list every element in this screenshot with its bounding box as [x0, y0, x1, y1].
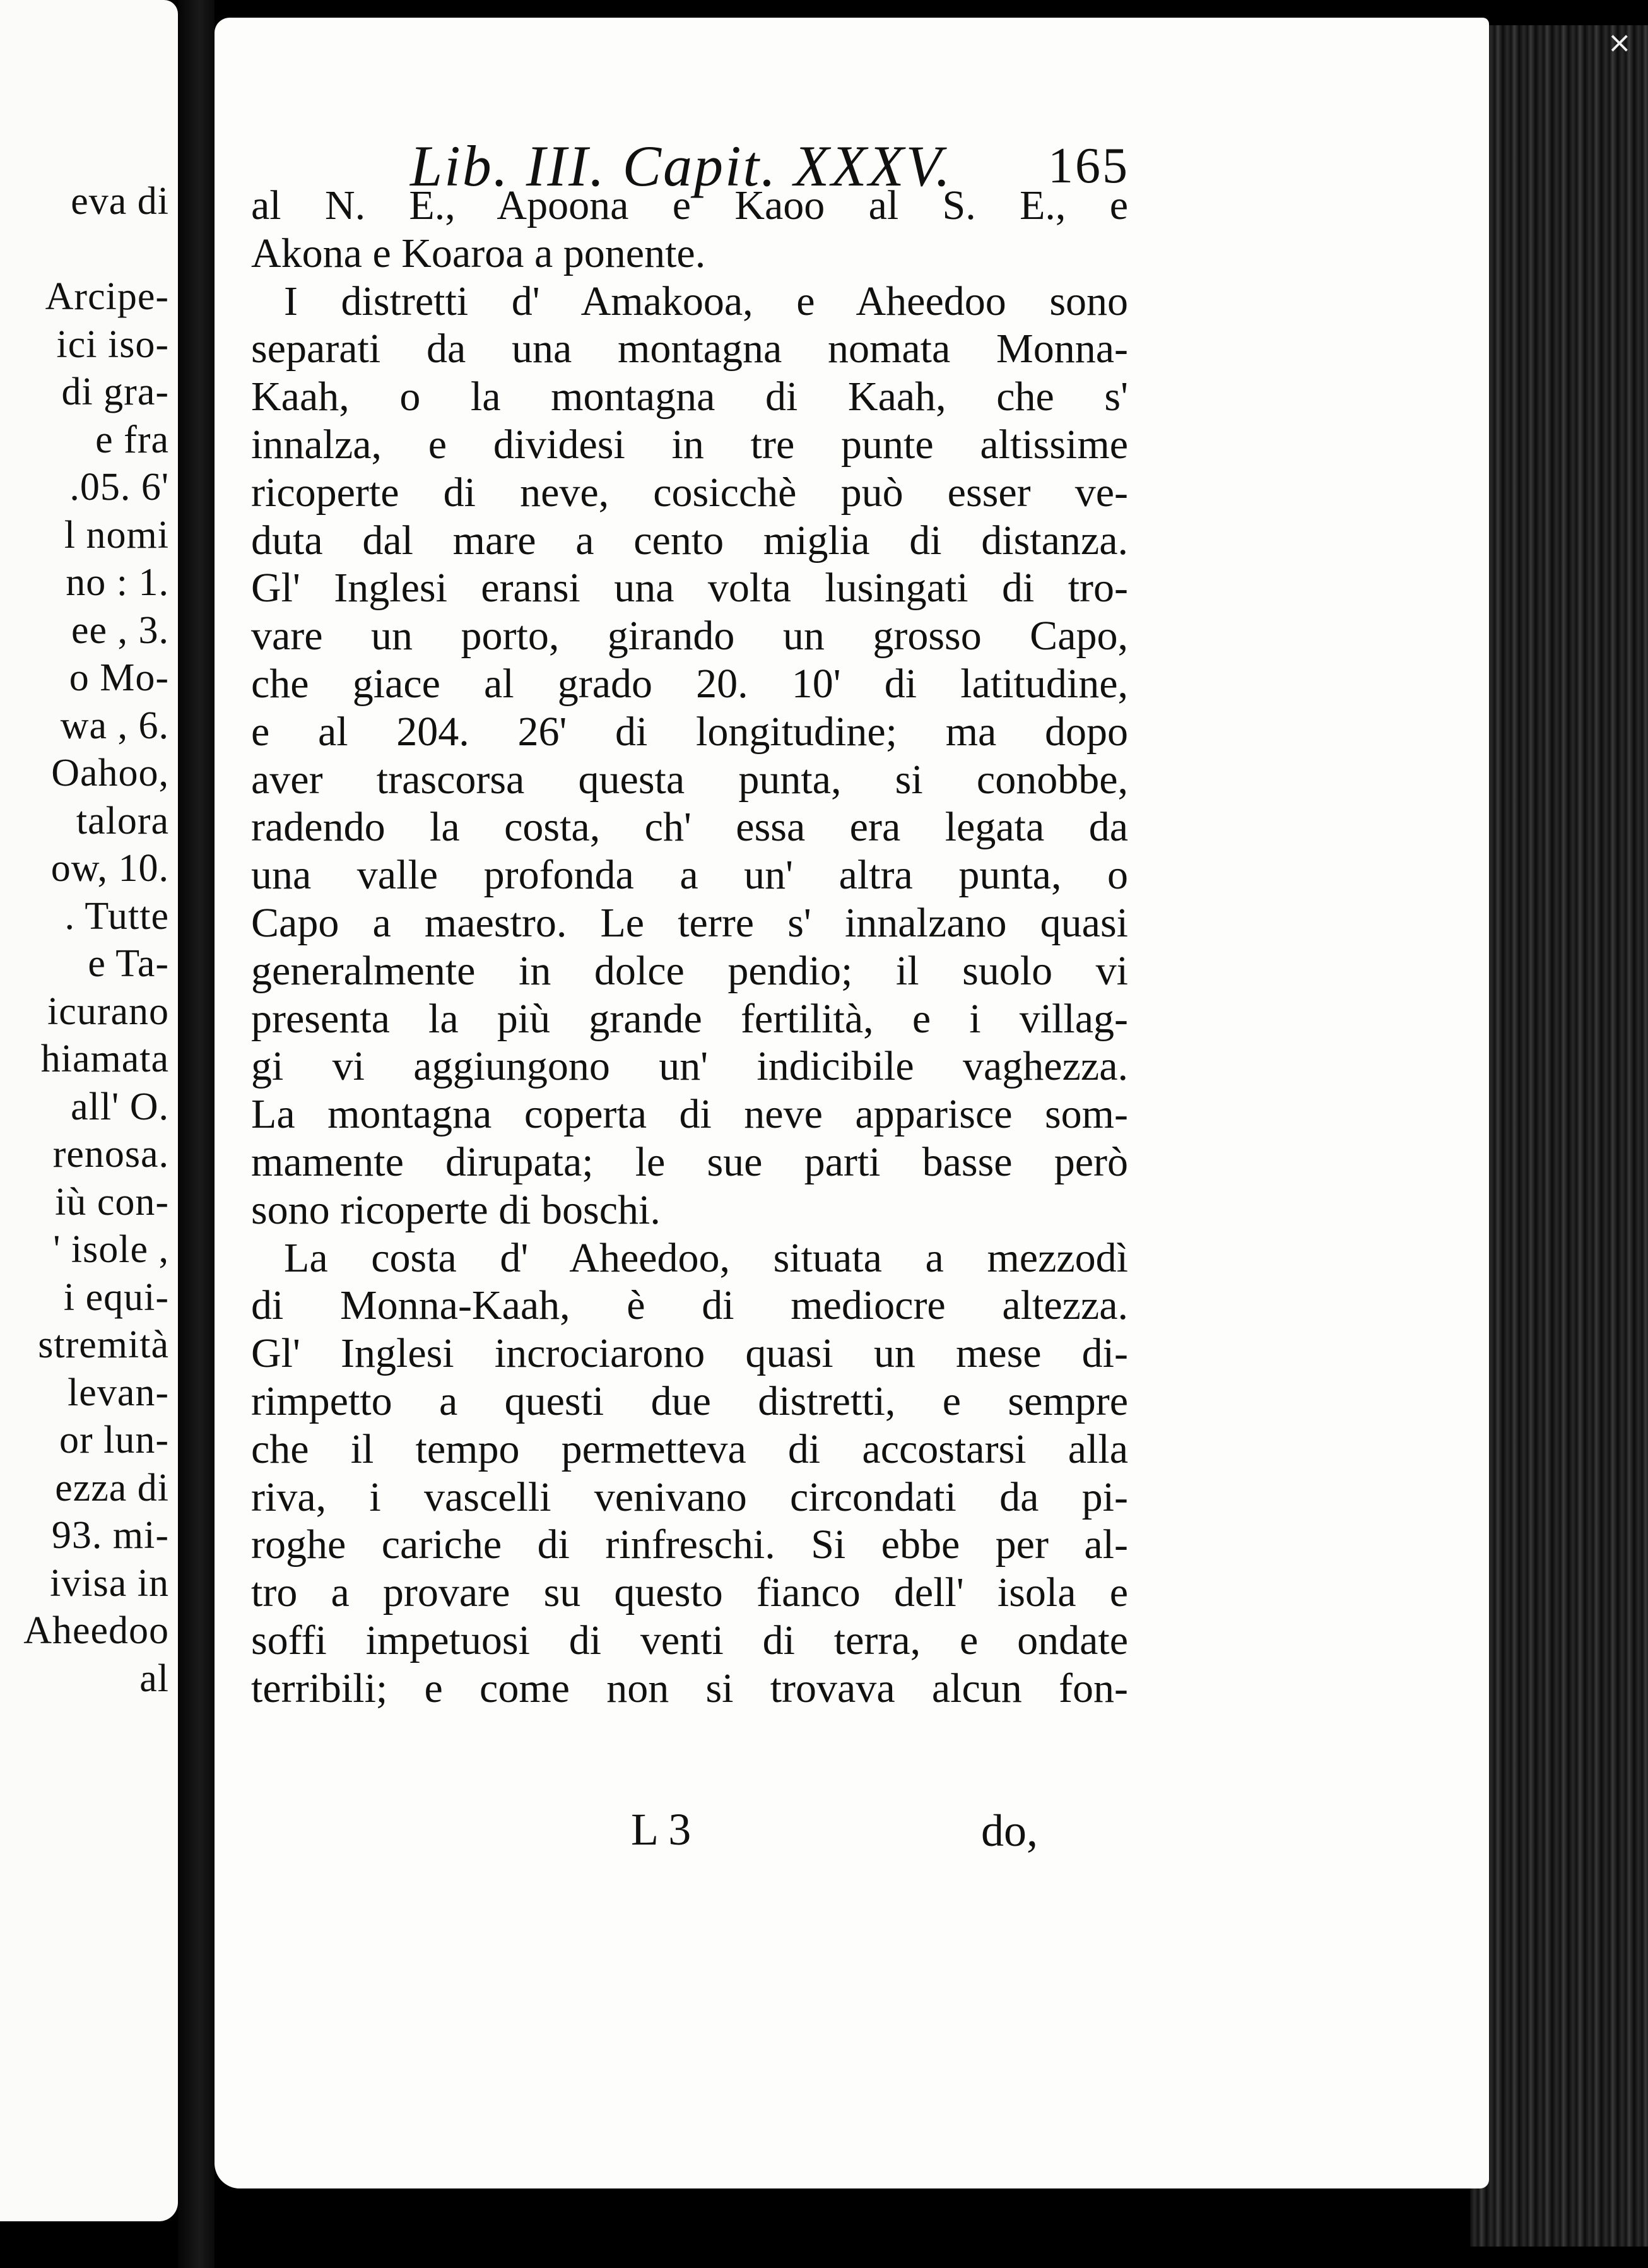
text-line: innalza, e dividesi in tre punte altissime	[251, 421, 1128, 468]
text-line: che il tempo permetteva di accostarsi alla	[251, 1426, 1128, 1472]
facing-page-line: iù con-	[55, 1180, 169, 1224]
text-line: Gl' Inglesi eransi una volta lusingati di tro-	[251, 565, 1128, 611]
facing-page-line: all' O.	[71, 1085, 169, 1128]
facing-page-line: e fra	[95, 418, 169, 461]
facing-page-line: i equi-	[63, 1275, 169, 1319]
text-line: soffi impetuosi di venti di terra, e ondate	[251, 1617, 1128, 1663]
facing-page-line: ' isole ,	[53, 1228, 169, 1271]
text-line: di Monna-Kaah, è di mediocre altezza.	[251, 1282, 1128, 1329]
text-line: aver trascorsa questa punta, si conobbe,	[251, 756, 1128, 803]
text-line: terribili; e come non si trovava alcun fon-	[251, 1665, 1128, 1711]
text-line: e al 204. 26' di longitudine; ma dopo	[251, 708, 1128, 755]
facing-page-line: ici iso-	[56, 322, 169, 366]
facing-page-line: l nomi	[64, 513, 169, 557]
running-header	[410, 133, 1129, 198]
facing-page-line: . Tutte	[64, 894, 169, 938]
text-line: riva, i vascelli venivano circondati da pi-	[251, 1474, 1128, 1520]
facing-page-line: ivisa in	[50, 1561, 169, 1605]
facing-page-line: renosa.	[52, 1133, 169, 1176]
facing-page-line: 93. mi-	[51, 1514, 169, 1557]
facing-page-line: eva di	[71, 180, 169, 223]
catchword: do,	[981, 1805, 1038, 1856]
text-line: Kaah, o la montagna di Kaah, che s'	[251, 374, 1128, 420]
facing-page-line: .05. 6'	[69, 466, 169, 509]
facing-page-line: Arcipe-	[45, 275, 169, 318]
signature-mark: L 3	[631, 1804, 692, 1855]
text-line: tro a provare su questo fianco dell' isola e	[251, 1569, 1128, 1616]
text-line: al N. E., Apoona e Kaoo al S. E., e	[251, 182, 1128, 228]
facing-page-line: al	[139, 1657, 169, 1700]
text-line: gi vi aggiungono un' indicibile vaghezza.	[251, 1043, 1128, 1090]
text-line: generalmente in dolce pendio; il suolo vi	[251, 947, 1128, 994]
facing-page-line: no : 1.	[66, 561, 169, 604]
text-line: Gl' Inglesi incrociarono quasi un mese di-	[251, 1330, 1128, 1377]
facing-page-line: hiamata	[40, 1037, 169, 1080]
text-line: che giace al grado 20. 10' di latitudine,	[251, 660, 1128, 707]
facing-page-line: o Mo-	[69, 656, 169, 699]
page-edges	[1470, 25, 1648, 2247]
facing-page-line: di gra-	[61, 370, 169, 413]
facing-page-line: levan-	[68, 1371, 169, 1414]
text-line: La costa d' Aheedoo, situata a mezzodì	[284, 1234, 1128, 1281]
facing-page-line: Aheedoo	[23, 1609, 169, 1652]
facing-page-line: icurano	[47, 989, 169, 1033]
text-line: mamente dirupata; le sue parti basse però	[251, 1138, 1128, 1185]
text-line: ricoperte di neve, cosicchè può esser ve-	[251, 469, 1128, 516]
text-line: una valle profonda a un' altra punta, o	[251, 852, 1128, 899]
facing-page-line	[23, 226, 169, 274]
facing-page-line: ezza di	[55, 1466, 169, 1509]
facing-page	[0, 0, 178, 2221]
text-line: vare un porto, girando un grosso Capo,	[251, 613, 1128, 659]
text-line: Akona e Koaroa a ponente.	[251, 230, 706, 276]
text-line: presenta la più grande fertilità, e i villag-	[251, 995, 1128, 1042]
body-text	[251, 182, 1128, 1713]
facing-page-line: ow, 10.	[50, 847, 169, 890]
text-line: La montagna coperta di neve apparisce som-	[251, 1091, 1128, 1138]
text-line: sono ricoperte di boschi.	[251, 1186, 661, 1233]
corner-marker: ×	[1607, 25, 1632, 59]
page-number: 165	[1048, 138, 1129, 194]
facing-page-line: ee , 3.	[71, 608, 169, 652]
header-title: Lib. III. Capit. XXXV.	[410, 134, 953, 198]
facing-page-line: or lun-	[59, 1419, 169, 1462]
text-line: separati da una montagna nomata Monna-	[251, 326, 1128, 372]
facing-page-line: e Ta-	[88, 942, 169, 985]
text-line: duta dal mare a cento miglia di distanza.	[251, 517, 1128, 564]
facing-page-line: talora	[76, 799, 169, 842]
text-line: I distretti d' Amakooa, e Aheedoo sono	[284, 278, 1128, 324]
facing-page-line: wa , 6.	[60, 704, 169, 747]
book-gutter	[178, 0, 215, 2268]
facing-page-text	[23, 178, 169, 1703]
text-line: radendo la costa, ch' essa era legata da	[251, 804, 1128, 851]
text-line: Capo a maestro. Le terre s' innalzano quasi	[251, 899, 1128, 946]
facing-page-line: Oahoo,	[51, 752, 169, 794]
text-line: roghe cariche di rinfreschi. Si ebbe per al-	[251, 1521, 1128, 1568]
text-line: rimpetto a questi due distretti, e sempre	[251, 1378, 1128, 1424]
facing-page-line: stremità	[38, 1323, 169, 1366]
